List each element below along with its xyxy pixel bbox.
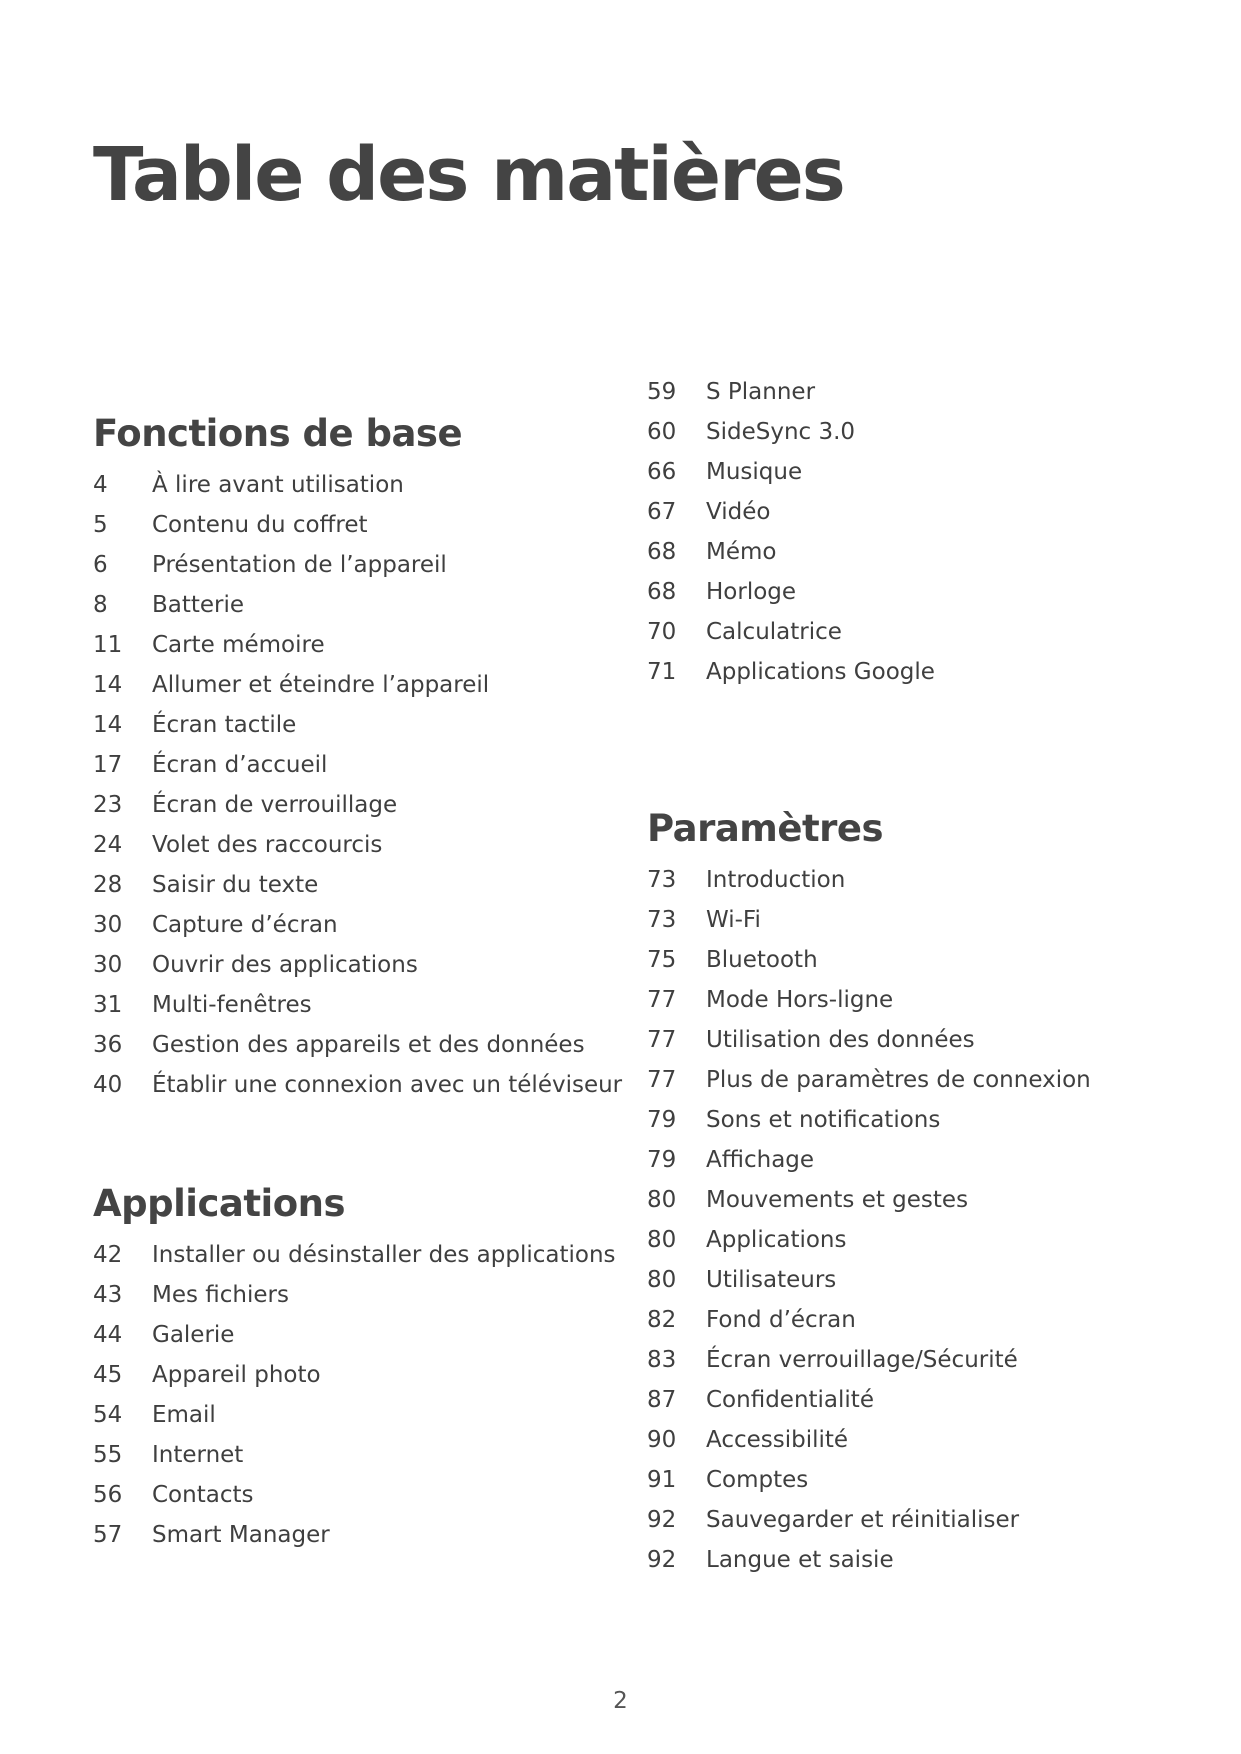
- toc-entry-page-number: 67: [647, 499, 677, 525]
- toc-entry[interactable]: [647, 1540, 1091, 1580]
- toc-entry[interactable]: [647, 860, 1091, 900]
- toc-entry[interactable]: [93, 585, 622, 625]
- toc-entry[interactable]: [647, 1260, 1091, 1300]
- toc-entry[interactable]: [93, 985, 622, 1025]
- toc-entry-page-number: 54: [93, 1402, 123, 1428]
- toc-entry[interactable]: [647, 1100, 1091, 1140]
- toc-entry[interactable]: [647, 492, 935, 532]
- toc-entry-label: Installer ou désinstaller des applications: [152, 1242, 616, 1268]
- toc-entry-page-number: 75: [647, 947, 677, 973]
- toc-entry-page-number: 42: [93, 1242, 123, 1268]
- toc-entry-label: Accessibilité: [706, 1427, 849, 1453]
- toc-entry-label: Langue et saisie: [706, 1547, 894, 1573]
- toc-entry[interactable]: [93, 1475, 616, 1515]
- toc-entry[interactable]: [647, 1140, 1091, 1180]
- toc-entry-label: Contacts: [152, 1482, 254, 1508]
- toc-entry-label: Établir une connexion avec un téléviseur: [152, 1072, 623, 1098]
- toc-entry-label: Horloge: [706, 579, 797, 605]
- toc-entry[interactable]: [647, 1420, 1091, 1460]
- toc-entry-label: Présentation de l’appareil: [152, 552, 447, 578]
- toc-entry-label: Calculatrice: [706, 619, 842, 645]
- toc-entry-label: Introduction: [706, 867, 846, 893]
- toc-entry[interactable]: [93, 865, 622, 905]
- toc-entry[interactable]: [93, 465, 622, 505]
- toc-entry-page-number: 91: [647, 1467, 677, 1493]
- toc-entry[interactable]: [647, 1060, 1091, 1100]
- toc-entry-page-number: 11: [93, 632, 123, 658]
- toc-entry-page-number: 43: [93, 1282, 123, 1308]
- toc-entry-label: À lire avant utilisation: [152, 472, 404, 498]
- toc-entry[interactable]: [93, 1315, 616, 1355]
- toc-entry-page-number: 4: [93, 472, 108, 498]
- toc-entry-list: [93, 1235, 616, 1555]
- toc-entry[interactable]: [647, 1300, 1091, 1340]
- toc-entry-page-number: 80: [647, 1227, 677, 1253]
- toc-entry-page-number: 60: [647, 419, 677, 445]
- toc-entry[interactable]: [647, 532, 935, 572]
- toc-entry-page-number: 73: [647, 907, 677, 933]
- toc-entry-page-number: 40: [93, 1072, 123, 1098]
- toc-entry-label: Internet: [152, 1442, 244, 1468]
- toc-entry-page-number: 90: [647, 1427, 677, 1453]
- toc-entry[interactable]: [647, 1380, 1091, 1420]
- toc-entry-page-number: 5: [93, 512, 108, 538]
- toc-entry-page-number: 92: [647, 1507, 677, 1533]
- toc-entry-page-number: 82: [647, 1307, 677, 1333]
- toc-entry-label: Applications: [706, 1227, 847, 1253]
- toc-entry-page-number: 55: [93, 1442, 123, 1468]
- toc-entry-page-number: 6: [93, 552, 108, 578]
- toc-entry-label: Gestion des appareils et des données: [152, 1032, 585, 1058]
- toc-entry-label: Utilisation des données: [706, 1027, 975, 1053]
- toc-entry[interactable]: [647, 372, 935, 412]
- toc-entry-label: SideSync 3.0: [706, 419, 856, 445]
- toc-entry[interactable]: [647, 652, 935, 692]
- toc-entry-page-number: 14: [93, 712, 123, 738]
- toc-entry-label: Mémo: [706, 539, 777, 565]
- toc-entry[interactable]: [647, 612, 935, 652]
- toc-entry-page-number: 14: [93, 672, 123, 698]
- toc-entry-label: Mes fichiers: [152, 1282, 289, 1308]
- toc-entry[interactable]: [93, 1395, 616, 1435]
- toc-entry-page-number: 36: [93, 1032, 123, 1058]
- toc-entry[interactable]: [647, 1220, 1091, 1260]
- toc-entry[interactable]: [647, 452, 935, 492]
- toc-entry-page-number: 77: [647, 987, 677, 1013]
- toc-entry[interactable]: [647, 900, 1091, 940]
- toc-entry-page-number: 24: [93, 832, 123, 858]
- toc-entry[interactable]: [93, 1065, 622, 1105]
- toc-entry[interactable]: [93, 905, 622, 945]
- toc-entry-label: Écran d’accueil: [152, 752, 328, 778]
- toc-entry-label: Affichage: [706, 1147, 815, 1173]
- toc-entry-list: [647, 860, 1091, 1580]
- toc-entry[interactable]: [93, 1235, 616, 1275]
- toc-entry-page-number: 80: [647, 1187, 677, 1213]
- toc-entry-label: Écran de verrouillage: [152, 792, 398, 818]
- toc-entry[interactable]: [93, 745, 622, 785]
- page-number: 2: [613, 1688, 628, 1714]
- toc-entry[interactable]: [93, 705, 622, 745]
- toc-entry[interactable]: [647, 412, 935, 452]
- toc-entry-label: Fond d’écran: [706, 1307, 856, 1333]
- toc-entry[interactable]: [93, 545, 622, 585]
- toc-entry-label: Applications Google: [706, 659, 935, 685]
- toc-entry-page-number: 83: [647, 1347, 677, 1373]
- toc-entry-label: Capture d’écran: [152, 912, 338, 938]
- toc-entry[interactable]: [647, 980, 1091, 1020]
- toc-entry[interactable]: [93, 785, 622, 825]
- toc-entry[interactable]: [647, 1020, 1091, 1060]
- toc-entry-label: Galerie: [152, 1322, 235, 1348]
- toc-entry-label: Appareil photo: [152, 1362, 321, 1388]
- section-heading: Paramètres: [647, 807, 884, 850]
- toc-entry[interactable]: [93, 1025, 622, 1065]
- toc-entry-page-number: 30: [93, 952, 123, 978]
- toc-entry-label: Volet des raccourcis: [152, 832, 383, 858]
- toc-entry-label: Batterie: [152, 592, 245, 618]
- section-heading: Applications: [93, 1182, 346, 1225]
- toc-entry[interactable]: [647, 1180, 1091, 1220]
- toc-entry-page-number: 57: [93, 1522, 123, 1548]
- toc-entry-label: Confidentialité: [706, 1387, 874, 1413]
- toc-entry-page-number: 59: [647, 379, 677, 405]
- toc-entry-page-number: 23: [93, 792, 123, 818]
- toc-entry-page-number: 92: [647, 1547, 677, 1573]
- toc-entry[interactable]: [647, 1340, 1091, 1380]
- toc-entry-label: Plus de paramètres de connexion: [706, 1067, 1091, 1093]
- toc-entry-page-number: 44: [93, 1322, 123, 1348]
- toc-entry-page-number: 31: [93, 992, 123, 1018]
- toc-entry-label: Multi-fenêtres: [152, 992, 312, 1018]
- toc-entry-page-number: 8: [93, 592, 108, 618]
- toc-entry-label: Comptes: [706, 1467, 809, 1493]
- toc-entry-page-number: 30: [93, 912, 123, 938]
- toc-entry[interactable]: [93, 625, 622, 665]
- toc-entry-page-number: 77: [647, 1027, 677, 1053]
- toc-entry[interactable]: [647, 572, 935, 612]
- toc-entry-page-number: 68: [647, 539, 677, 565]
- toc-entry-label: Sauvegarder et réinitialiser: [706, 1507, 1020, 1533]
- toc-entry-label: Vidéo: [706, 499, 771, 525]
- toc-entry-page-number: 73: [647, 867, 677, 893]
- toc-entry[interactable]: [93, 505, 622, 545]
- toc-entry-label: Smart Manager: [152, 1522, 330, 1548]
- toc-entry-page-number: 66: [647, 459, 677, 485]
- toc-entry-label: Contenu du coffret: [152, 512, 368, 538]
- toc-entry-label: Carte mémoire: [152, 632, 325, 658]
- toc-entry[interactable]: [647, 1460, 1091, 1500]
- toc-entry-page-number: 70: [647, 619, 677, 645]
- toc-entry[interactable]: [93, 1275, 616, 1315]
- toc-entry-label: Bluetooth: [706, 947, 818, 973]
- toc-entry-list: [93, 465, 622, 1105]
- toc-entry-label: Wi-Fi: [706, 907, 761, 933]
- section-heading: Fonctions de base: [93, 412, 463, 455]
- page-title: Table des matières: [93, 132, 844, 218]
- toc-entry-page-number: 79: [647, 1107, 677, 1133]
- toc-entry-page-number: 56: [93, 1482, 123, 1508]
- toc-entry-label: Saisir du texte: [152, 872, 319, 898]
- toc-entry-label: Écran tactile: [152, 712, 297, 738]
- toc-entry-label: Email: [152, 1402, 216, 1428]
- toc-entry-label: Mouvements et gestes: [706, 1187, 969, 1213]
- toc-entry-label: Musique: [706, 459, 803, 485]
- toc-entry-page-number: 17: [93, 752, 123, 778]
- toc-entry[interactable]: [93, 825, 622, 865]
- toc-entry-label: Utilisateurs: [706, 1267, 837, 1293]
- toc-entry-page-number: 87: [647, 1387, 677, 1413]
- toc-entry[interactable]: [93, 1355, 616, 1395]
- toc-entry-page-number: 45: [93, 1362, 123, 1388]
- toc-entry-page-number: 71: [647, 659, 677, 685]
- toc-entry-label: Mode Hors-ligne: [706, 987, 894, 1013]
- toc-entry[interactable]: [647, 940, 1091, 980]
- toc-entry[interactable]: [93, 1435, 616, 1475]
- toc-entry[interactable]: [647, 1500, 1091, 1540]
- toc-entry-label: Allumer et éteindre l’appareil: [152, 672, 490, 698]
- toc-entry-page-number: 77: [647, 1067, 677, 1093]
- toc-entry[interactable]: [93, 945, 622, 985]
- toc-entry-label: Sons et notifications: [706, 1107, 941, 1133]
- toc-entry-list: [647, 372, 935, 692]
- toc-entry-page-number: 28: [93, 872, 123, 898]
- toc-entry[interactable]: [93, 1515, 616, 1555]
- toc-entry-label: Ouvrir des applications: [152, 952, 418, 978]
- toc-entry-page-number: 79: [647, 1147, 677, 1173]
- toc-entry[interactable]: [93, 665, 622, 705]
- toc-entry-label: Écran verrouillage/Sécurité: [706, 1347, 1018, 1373]
- toc-entry-page-number: 80: [647, 1267, 677, 1293]
- toc-entry-page-number: 68: [647, 579, 677, 605]
- toc-entry-label: S Planner: [706, 379, 816, 405]
